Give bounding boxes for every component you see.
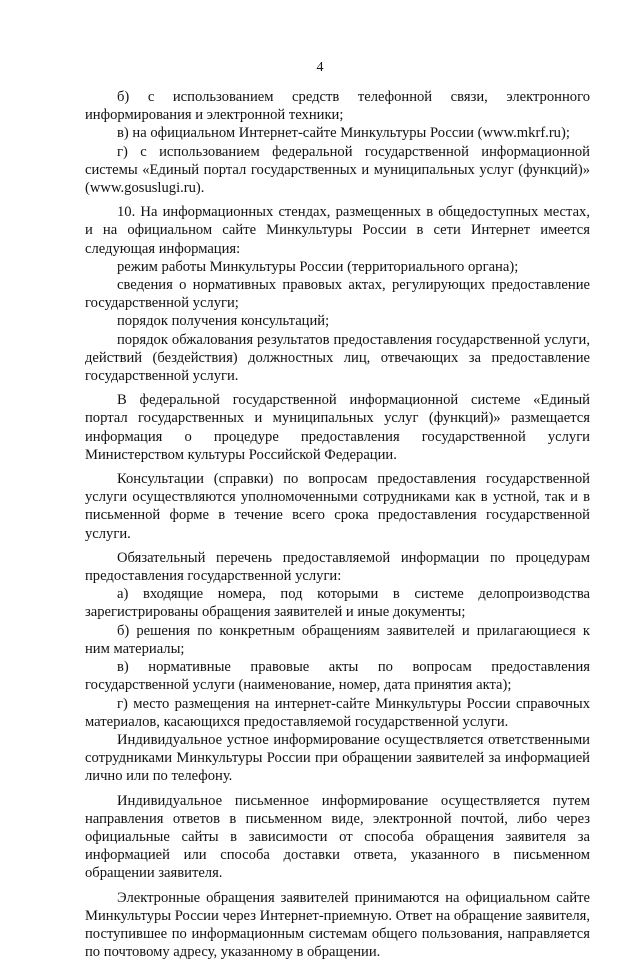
paragraph-written-informing: Индивидуальное письменное информирование осуществляется путем направления ответов в письменном виде, электронной почтой, либо через официальные сайты в зависимости от способа обращения заявителя за информацией или способа доставки ответа, указанного в письменном обращении заявителя. (85, 792, 590, 882)
paragraph-work-schedule: режим работы Минкультуры России (территориального органа); (117, 258, 519, 275)
document-body (85, 88, 590, 961)
paragraph-g-reference-materials: г) место размещения на интернет-сайте Минкультуры России справочных материалов, касающихся предоставляемой государственной услуги. (85, 695, 590, 730)
paragraph-mandatory-list: Обязательный перечень предоставляемой информации по процедурам предоставления государственной услуги: (85, 549, 590, 585)
paragraph-consultation-order: порядок получения консультаций; (117, 313, 330, 330)
page-number: 4 (316, 60, 324, 75)
paragraph-v-website: в) на официальном Интернет-сайте Минкультуры России (www.mkrf.ru); (117, 125, 570, 142)
paragraph-appeal-order: порядок обжалования результатов предоставления государственной услуги, действий (бездействия) должностных лиц, отвечающих за предоставление государственной услуги. (85, 331, 590, 385)
paragraph-b-decisions: б) решения по конкретным обращениям заявителей и прилагающиеся к ним материалы; (85, 622, 590, 657)
paragraph-consultations: Консультации (справки) по вопросам предоставления государственной услуги осуществляются уполномоченными сотрудниками как в устной, так и в письменной форме в течение всего срока предоставления государственной услуги. (85, 471, 590, 542)
paragraph-oral-informing: Индивидуальное устное информирование осуществляется ответственными сотрудниками Минкультуры России при обращении заявителей за информацией лично или по телефону. (85, 731, 590, 785)
paragraph-a-incoming-numbers: а) входящие номера, под которыми в системе делопроизводства зарегистрированы обращения заявителей и иные документы; (85, 586, 590, 621)
paragraph-b-telephone: б) с использованием средств телефонной связи, электронного информирования и электронной техники; (85, 89, 590, 124)
paragraph-federal-system: В федеральной государственной информационной системе «Единый портал государственных и муниципальных услуг (функций)» размещается информация о процедуре предоставления государственной услуги Министерством культуры Российской Федерации. (85, 392, 590, 463)
paragraph-g-gosuslugi: г) с использованием федеральной государственной информационной системы «Единый портал государственных и муниципальных услуг (функций)» (www.gosuslugi.ru). (85, 143, 590, 197)
paragraph-electronic-appeals: Электронные обращения заявителей принимаются на официальном сайте Минкультуры России через Интернет-приемную. Ответ на обращение заявителя, поступившее по информационным системам общего пользования, направляется по почтовому адресу, указанному в обращении. (85, 889, 590, 961)
paragraph-v-legal-acts: в) нормативные правовые акты по вопросам предоставления государственной услуги (наименование, номер, дата принятия акта); (85, 659, 590, 694)
paragraph-10-info-stands: 10. На информационных стендах, размещенных в общедоступных местах, и на официальном сайте Минкультуры России в сети Интернет имеется следующая информация: (85, 204, 590, 257)
paragraph-normative-acts: сведения о нормативных правовых актах, регулирующих предоставление государственной услуги; (85, 277, 590, 312)
